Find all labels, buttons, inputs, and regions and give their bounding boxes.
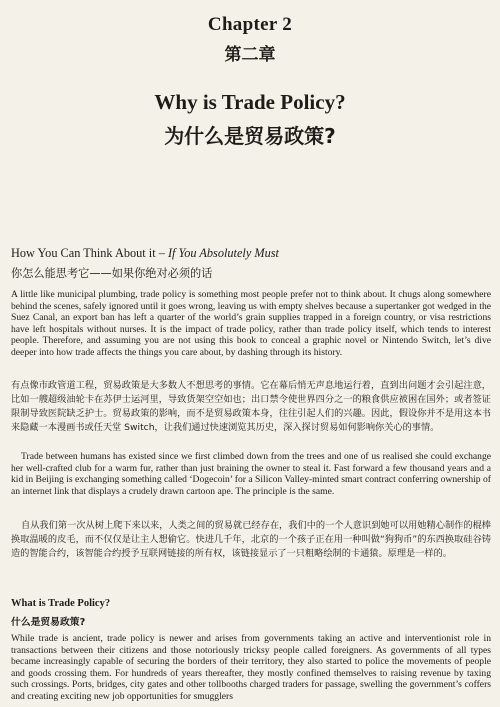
section-heading-en-italic: If You Absolutely Must [167, 246, 279, 260]
subsection-heading-zh: 什么是贸易政策? [11, 617, 86, 628]
chapter-title-en: Why is Trade Policy? [154, 90, 346, 114]
paragraph-1-en: A little like municipal plumbing, trade policy is something most people prefer not to think about. It chugs along somewhere behind the scenes, safely ignored until it goes wrong, leaving us with empty shelves because a supertanker got wedged in the Suez Canal, an export ban has left a quarter of the world’s grain supplies trapped in a foreign country, or visa restrictions have left hospitals without nurses. It is the impact of trade policy, rather than trade policy itself, which tends to interest people. Therefore, and assuming you are not using this book to conceal a graphic novel or Nintendo Switch, let’s dive deeper into how trade affects the things you care about, by dashing through its history. [11, 289, 491, 358]
section-heading-en [11, 246, 279, 261]
subsection-heading-en: What is Trade Policy? [11, 598, 111, 609]
paragraph-3-en: While trade is ancient, trade policy is newer and arises from governments taking an active and interventionist role in transactions between their citizens and those notoriously tricksy people called foreigners. As governments of all types became increasingly capable of securing the borders of their territory, they also started to police the movements of people and goods crossing them. For hundreds of years thereafter, they mostly confined themselves to raising revenue by taxing such crossings. Ports, bridges, city gates and other tollbooths charged traders for passage, swelling the government’s coffers and creating exciting new job opportunities for smugglers [11, 633, 491, 702]
chapter-number-zh: 第二章 [224, 45, 276, 65]
paragraph-2-zh: 自从我们第一次从树上爬下来以来，人类之间的贸易就已经存在，我们中的一个人意识到她可以用她精心制作的棍棒换取温暖的皮毛，而不仅仅是让主人想偷它。快进几千年，北京的一个孩子正在用一种叫做“狗狗币”的东西换取硅谷铸造的智能合约，该智能合约授予互联网链接的所有权，该链接显示了一只粗略绘制的卡通猿。原理是一样的。 [11, 520, 491, 559]
chapter-number-en: Chapter 2 [207, 14, 293, 35]
paragraph-1-zh: 有点像市政管道工程，贸易政策是大多数人不想思考的事情。它在幕后悄无声息地运行着，直到出问题才会引起注意，比如一艘超级油轮卡在苏伊士运河里，导致货架空空如也；出口禁令使世界四分之一的粮食供应被困在国外；或者签证限制导致医院缺乏护士。贸易政策的影响，而不是贸易政策本身，往往引起人们的兴趣。因此，假设你并不是用这本书来隐藏一本漫画书或任天堂 Switch，让我们通过快速浏览其历史，深入探讨贸易如何影响你关心的事情。 [11, 380, 491, 433]
section-heading-zh: 你怎么能思考它——如果你绝对必须的话 [11, 267, 213, 280]
chapter-title-zh: 为什么是贸易政策? [164, 124, 336, 148]
paragraph-2-en: Trade between humans has existed since we first climbed down from the trees and one of us realised she could exchange her well-crafted club for a warm fur, rather than just braining the owner to steal it. Fast forward a few thousand years and a kid in Beijing is exchanging something called ‘Dogecoin’ for a Silicon Valley-minted smart contract conferring ownership of an internet link that displays a crudely drawn cartoon ape. The principle is the same. [11, 451, 491, 497]
section-heading-en-main: How You Can Think About it – [11, 246, 168, 260]
